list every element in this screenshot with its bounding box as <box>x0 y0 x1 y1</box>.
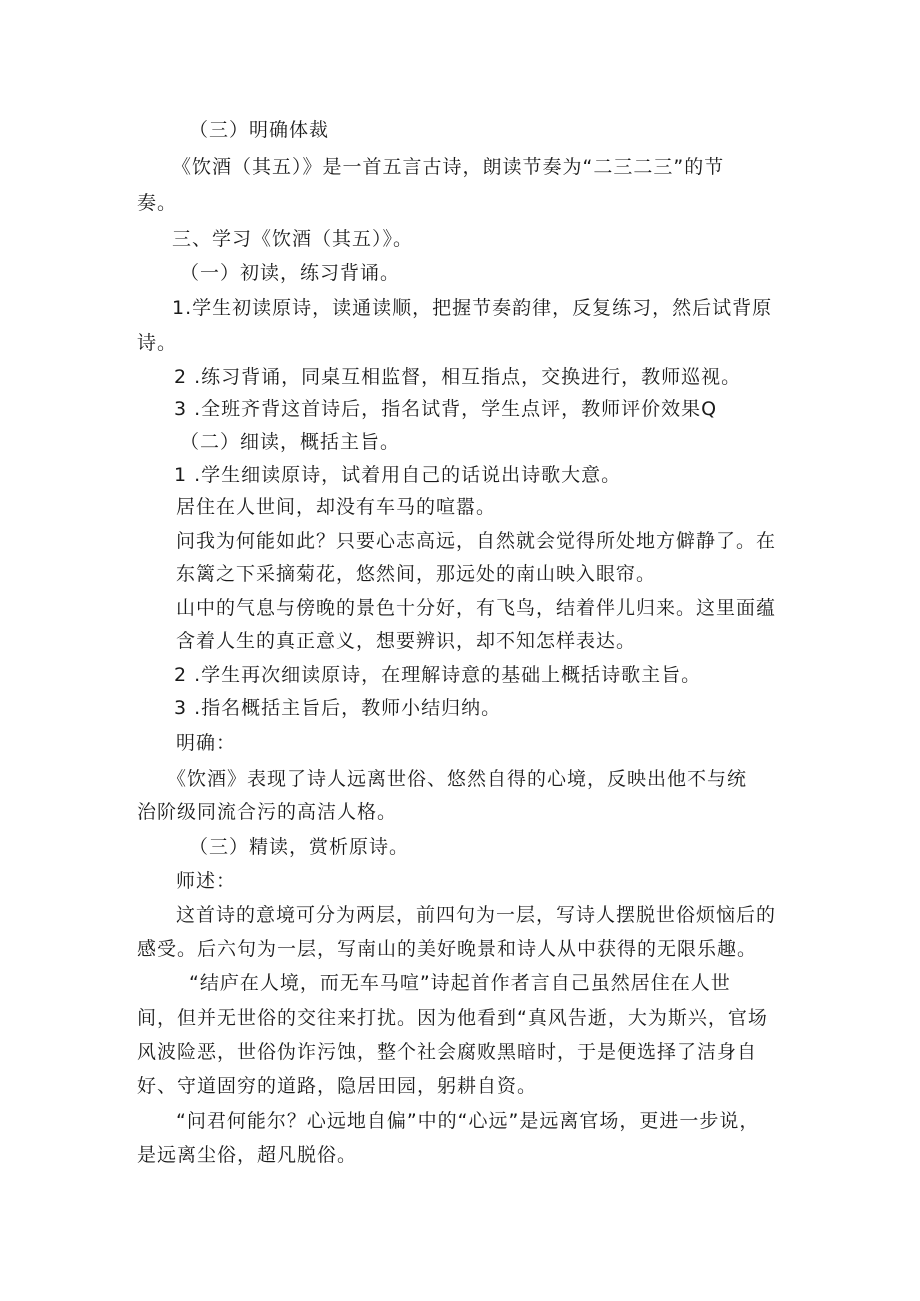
subsection-heading-close-reading: （二）细读，概括主旨。 <box>180 431 401 453</box>
section-heading-study: 三、学习《饮酒（其五）》。 <box>172 228 414 250</box>
paragraph-text: “问君何能尔？心远地自偏”中的“心远”是远离官场，更进一步说， <box>176 1110 760 1132</box>
paragraph-text: 感受。后六句为一层，写南山的美好晚景和诗人从中获得的无限乐趣。 <box>137 938 758 960</box>
paragraph-text: 是远离尘俗，超凡脱俗。 <box>137 1144 358 1166</box>
paragraph-text: 《饮酒》表现了诗人远离世俗、悠然自得的心境，反映出他不与统 <box>167 768 748 790</box>
paragraph-text: 居住在人世间，却没有车马的喧嚣。 <box>176 496 497 518</box>
paragraph-text: 治阶级同流合污的高洁人格。 <box>137 801 398 823</box>
paragraph-text: 诗。 <box>137 332 178 354</box>
paragraph-text: 山中的气息与傍晚的景色十分好，有飞鸟，结着伴儿归来。这里面蕴 <box>176 597 777 619</box>
paragraph-text: 2 .学生再次细读原诗，在理解诗意的基础上概括诗歌主旨。 <box>174 664 702 686</box>
subsection-heading-intensive-reading: （三）精读，赏析原诗。 <box>189 836 410 858</box>
subsection-heading-first-reading: （一）初读，练习背诵。 <box>180 262 401 284</box>
paragraph-text: 1 .学生细读原诗，试着用自己的话说出诗歌大意。 <box>174 464 622 486</box>
paragraph-text: 东篱之下采摘菊花，悠然间，那远处的南山映入眼帘。 <box>176 563 657 585</box>
paragraph-text: 1.学生初读原诗，读通读顺，把握节奏韵律，反复练习，然后试背原 <box>172 297 773 319</box>
paragraph-text: 3 .指名概括主旨后，教师小结归纳。 <box>174 697 502 719</box>
paragraph-text: 《饮酒（其五）》是一首五言古诗，朗读节奏为“二三二三”的节 <box>172 156 725 178</box>
paragraph-text: 问我为何能如此？只要心志高远，自然就会觉得所处地方僻静了。在 <box>176 530 777 552</box>
paragraph-text: 2 .练习背诵，同桌互相监督，相互指点，交换进行，教师巡视。 <box>174 366 742 388</box>
paragraph-text: 间，但并无世俗的交往来打扰。因为他看到“真风告逝，大为斯兴，官场 <box>137 1007 768 1029</box>
paragraph-text: 风波险恶，世俗伪诈污蚀，整个社会腐败黑暗时，于是便选择了洁身自 <box>137 1041 758 1063</box>
section-heading-genre: （三）明确体裁 <box>189 119 330 141</box>
paragraph-text: 这首诗的意境可分为两层，前四句为一层，写诗人摆脱世俗烦恼后的 <box>176 904 777 926</box>
paragraph-text: 3 .全班齐背这首诗后，指名试背，学生点评，教师评价效果Q <box>174 398 718 420</box>
label-clarify: 明确： <box>176 732 237 754</box>
paragraph-text: 含着人生的真正意义，想要辨识，却不知怎样表达。 <box>176 630 637 652</box>
label-teacher-narration: 师述： <box>176 870 237 892</box>
paragraph-text: 好、守道固穷的道路，隐居田园，躬耕自资。 <box>137 1075 538 1097</box>
paragraph-text: 奏。 <box>137 192 178 214</box>
paragraph-text: “结庐在人境，而无车马喧”诗起首作者言自己虽然居住在人世 <box>189 972 731 994</box>
